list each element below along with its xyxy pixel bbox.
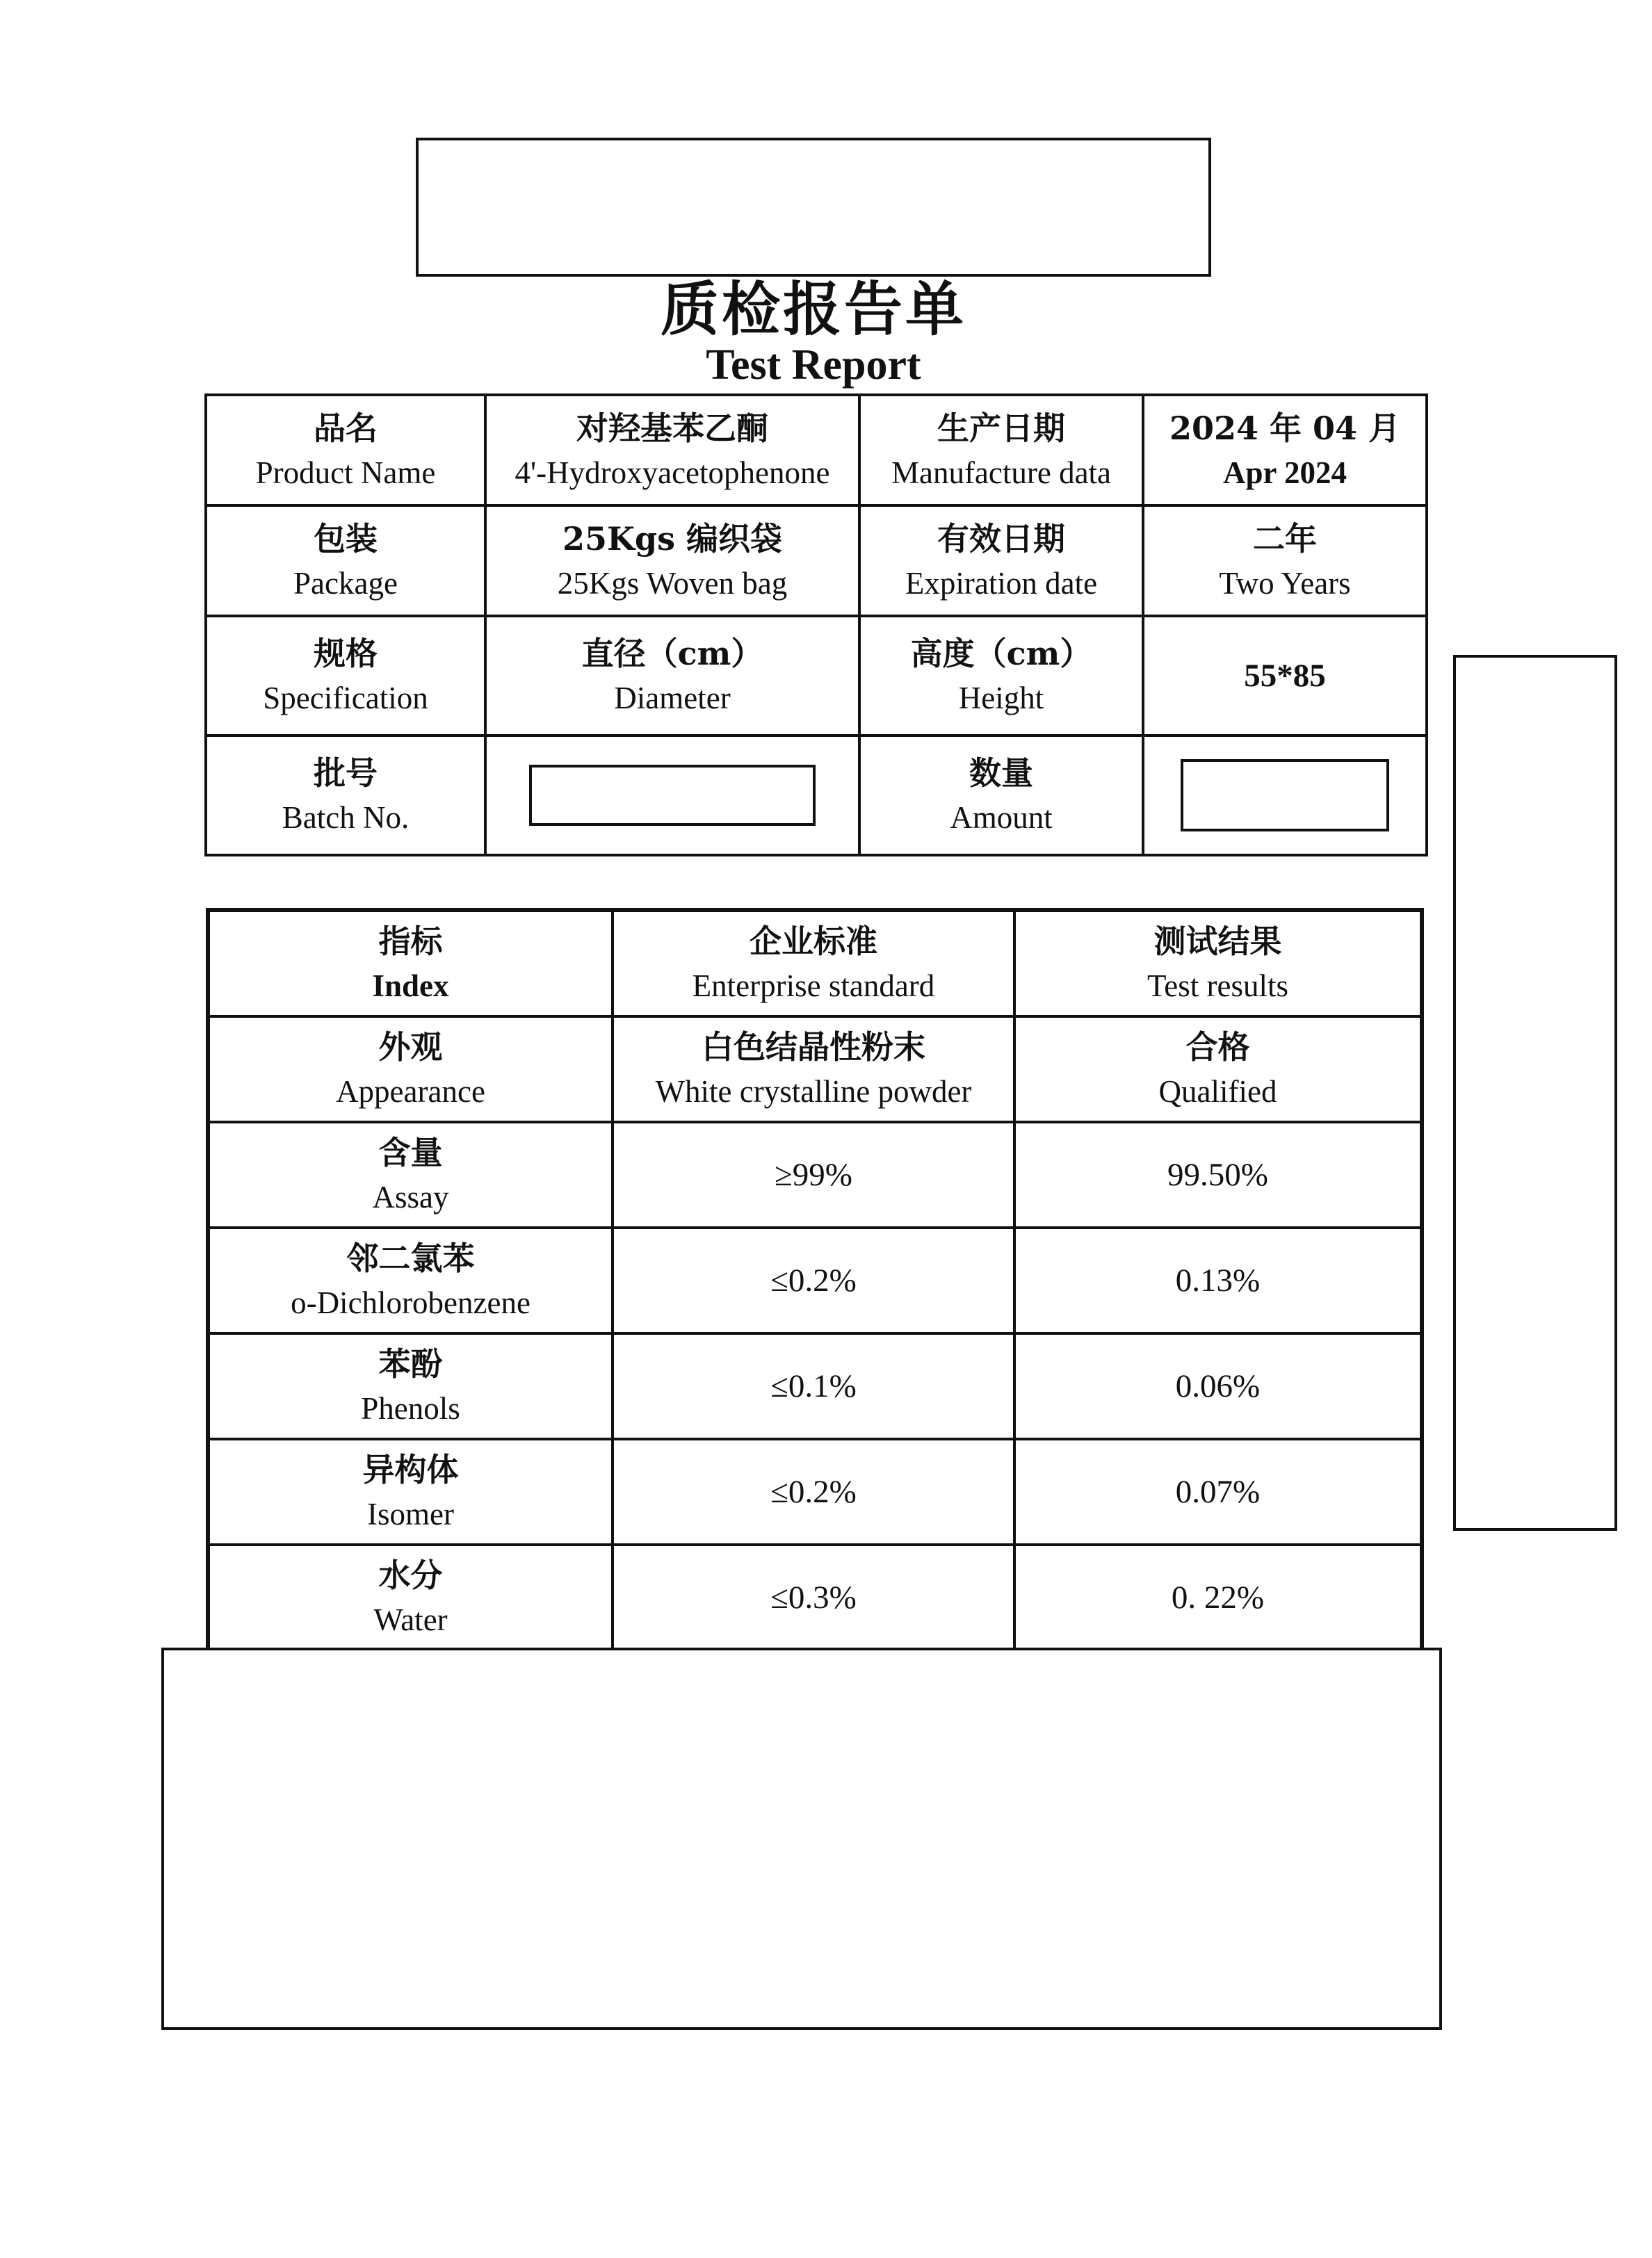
height-label-en: Height: [958, 681, 1044, 715]
header-index-en: Index: [372, 968, 449, 1003]
appearance-result-en: Qualified: [1158, 1074, 1277, 1109]
batch-label-cell: [206, 736, 485, 855]
batch-label-zh: 批号: [314, 754, 378, 792]
info-row-product: [206, 395, 1427, 505]
appearance-index-zh: 外观: [378, 1028, 443, 1066]
phenols-standard-cell: [613, 1333, 1014, 1439]
isomer-standard: ≤0.2%: [770, 1474, 857, 1510]
quality-row-phenols: [208, 1333, 1422, 1439]
dichlorobenzene-index-zh: 邻二氯苯: [346, 1240, 475, 1277]
report-title-zh: 质检报告单: [660, 275, 966, 343]
quality-header-row: [208, 910, 1422, 1016]
diameter-cell: [485, 616, 859, 736]
height-label-zh: 高度（cm）: [910, 635, 1092, 672]
phenols-result: 0.06%: [1175, 1368, 1261, 1404]
quality-row-water: [208, 1545, 1422, 1650]
package-label-cell: [206, 505, 485, 616]
specification-value: 55*85: [1244, 658, 1326, 694]
phenols-standard: ≤0.1%: [770, 1368, 857, 1404]
batch-label-en: Batch No.: [282, 800, 410, 835]
water-standard-cell: [613, 1545, 1014, 1650]
isomer-index-cell: [208, 1439, 613, 1545]
amount-label-zh: 数量: [969, 754, 1033, 792]
product-name-label-en: Product Name: [255, 455, 436, 490]
specification-label-en: Specification: [263, 681, 428, 715]
header-standard-en: Enterprise standard: [692, 968, 935, 1003]
redacted-footer-box: [161, 1648, 1442, 2030]
manufacture-value-zh: 2024 年 04 月: [1169, 409, 1401, 447]
dichlorobenzene-result: 0.13%: [1175, 1262, 1261, 1299]
package-value-cell: [485, 505, 859, 616]
isomer-result: 0.07%: [1175, 1474, 1261, 1510]
water-index-en: Water: [373, 1602, 448, 1637]
isomer-index-en: Isomer: [367, 1497, 454, 1532]
assay-index-zh: 含量: [378, 1134, 443, 1171]
quality-row-isomer: [208, 1439, 1422, 1545]
appearance-standard-zh: 白色结晶性粉末: [701, 1028, 925, 1066]
specification-label-cell: [206, 616, 485, 736]
expiration-value-cell: [1143, 505, 1427, 616]
batch-value-cell: [485, 736, 859, 855]
quality-row-assay: [208, 1122, 1422, 1228]
info-row-package: [206, 505, 1427, 616]
water-index-cell: [208, 1545, 613, 1650]
header-result-zh: 测试结果: [1153, 923, 1282, 960]
isomer-result-cell: [1014, 1439, 1422, 1545]
manufacture-value-cell: [1143, 395, 1427, 505]
assay-standard: ≥99%: [775, 1157, 852, 1193]
package-value-zh: 25Kgs 编织袋: [562, 519, 783, 558]
appearance-result-cell: [1014, 1016, 1422, 1122]
header-result-cell: [1014, 910, 1422, 1016]
amount-label-cell: [859, 736, 1143, 855]
amount-label-en: Amount: [950, 800, 1053, 835]
header-standard-cell: [613, 910, 1014, 1016]
expiration-value-zh: 二年: [1253, 519, 1317, 558]
water-standard: ≤0.3%: [770, 1579, 857, 1616]
isomer-index-zh: 异构体: [362, 1451, 459, 1488]
redacted-header-box: [416, 138, 1211, 277]
phenols-index-zh: 苯酚: [378, 1345, 443, 1383]
assay-result: 99.50%: [1167, 1157, 1268, 1193]
redacted-batch-box: [529, 765, 816, 826]
diameter-label-zh: 直径（cm）: [581, 635, 763, 672]
header-index-zh: 指标: [378, 923, 443, 960]
header-result-en: Test results: [1147, 968, 1289, 1003]
header-standard-zh: 企业标准: [749, 923, 877, 960]
manufacture-label-zh: 生产日期: [937, 409, 1065, 447]
quality-row-appearance: [208, 1016, 1422, 1122]
product-name-value-cell: [485, 395, 859, 505]
amount-value-cell: [1143, 736, 1427, 855]
phenols-result-cell: [1014, 1333, 1422, 1439]
height-cell: [859, 616, 1143, 736]
specification-value-cell: [1143, 616, 1427, 736]
appearance-standard-en: White crystalline powder: [655, 1074, 972, 1109]
dichlorobenzene-standard-cell: [613, 1228, 1014, 1333]
product-name-value-zh: 对羟基苯乙酮: [576, 409, 768, 447]
assay-index-cell: [208, 1122, 613, 1228]
dichlorobenzene-result-cell: [1014, 1228, 1422, 1333]
water-result-cell: [1014, 1545, 1422, 1650]
assay-standard-cell: [613, 1122, 1014, 1228]
header-index-cell: [208, 910, 613, 1016]
info-row-specification: [206, 616, 1427, 736]
redacted-side-box: [1453, 655, 1617, 1531]
expiration-value-en: Two Years: [1219, 565, 1351, 601]
manufacture-label-en: Manufacture data: [891, 455, 1112, 490]
manufacture-value-en: Apr 2024: [1223, 455, 1347, 490]
appearance-index-en: Appearance: [336, 1074, 485, 1109]
package-value-en: 25Kgs Woven bag: [557, 565, 788, 601]
dichlorobenzene-index-cell: [208, 1228, 613, 1333]
package-label-en: Package: [293, 565, 398, 601]
product-name-label-zh: 品名: [314, 409, 378, 447]
isomer-standard-cell: [613, 1439, 1014, 1545]
redacted-amount-box: [1181, 759, 1389, 831]
expiration-label-en: Expiration date: [905, 565, 1098, 601]
report-title-en: Test Report: [706, 341, 921, 389]
package-label-zh: 包装: [314, 519, 378, 558]
dichlorobenzene-index-en: o-Dichlorobenzene: [291, 1285, 531, 1320]
product-name-label-cell: [206, 395, 485, 505]
phenols-index-cell: [208, 1333, 613, 1439]
dichlorobenzene-standard: ≤0.2%: [770, 1262, 857, 1299]
phenols-index-en: Phenols: [361, 1391, 460, 1426]
assay-result-cell: [1014, 1122, 1422, 1228]
product-info-table: [204, 393, 1428, 856]
expiration-label-cell: [859, 505, 1143, 616]
specification-label-zh: 规格: [314, 635, 378, 672]
manufacture-label-cell: [859, 395, 1143, 505]
water-index-zh: 水分: [378, 1557, 443, 1594]
product-name-value-en: 4'-Hydroxyacetophenone: [515, 455, 830, 490]
appearance-standard-cell: [613, 1016, 1014, 1122]
diameter-label-en: Diameter: [614, 681, 731, 715]
appearance-index-cell: [208, 1016, 613, 1122]
water-result: 0. 22%: [1171, 1579, 1265, 1616]
quality-test-table: [206, 908, 1424, 1684]
appearance-result-zh: 合格: [1185, 1028, 1250, 1066]
quality-row-dichlorobenzene: [208, 1228, 1422, 1333]
assay-index-en: Assay: [372, 1180, 449, 1215]
expiration-label-zh: 有效日期: [937, 519, 1065, 558]
info-row-batch: [206, 736, 1427, 855]
